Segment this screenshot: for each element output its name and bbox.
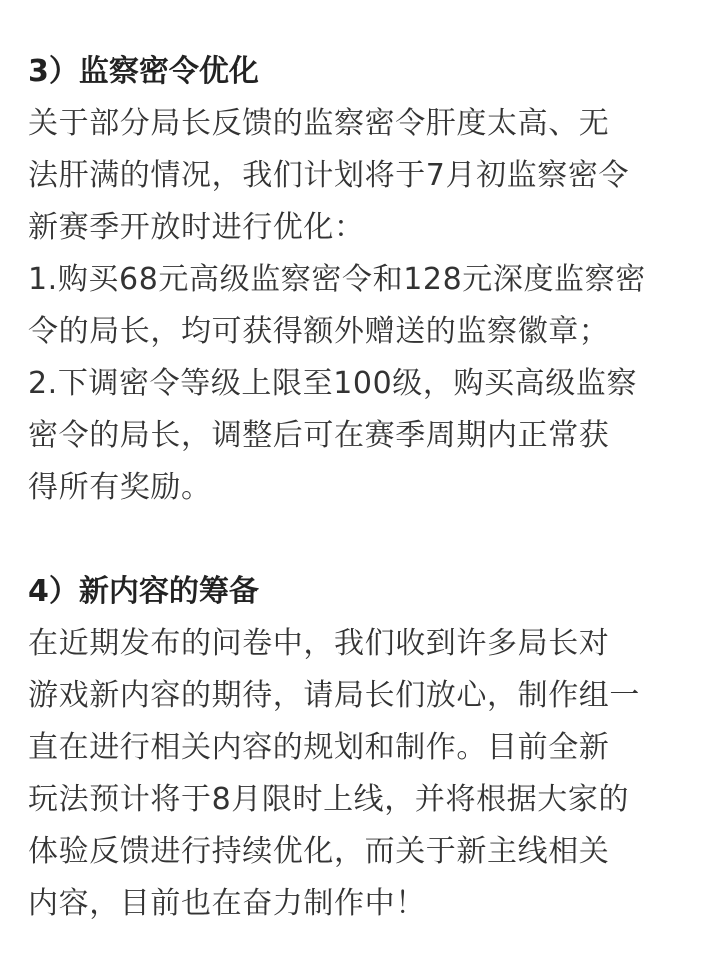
paragraph-line: 关于部分局长反馈的监察密令肝度太高、无 <box>28 106 610 141</box>
paragraph-line: 2.下调密令等级上限至100级，购买高级监察 <box>28 366 638 401</box>
paragraph-line: 玩法预计将于8月限时上线，并将根据大家的 <box>28 782 630 817</box>
paragraph-line: 密令的局长，调整后可在赛季周期内正常获 <box>28 418 610 453</box>
paragraph-line: 直在进行相关内容的规划和制作。目前全新 <box>28 730 610 765</box>
section-heading: 3）监察密令优化 <box>28 54 259 89</box>
article-body <box>28 46 700 930</box>
section-pass-optimization <box>28 46 700 514</box>
paragraph-line: 1.购买68元高级监察密令和128元深度监察密 <box>28 262 646 297</box>
section-new-content <box>28 566 700 930</box>
section-heading: 4）新内容的筹备 <box>28 574 259 609</box>
paragraph-line: 游戏新内容的期待，请局长们放心，制作组一 <box>28 678 640 713</box>
paragraph-line: 内容，目前也在奋力制作中！ <box>28 886 426 921</box>
paragraph-line: 法肝满的情况，我们计划将于7月初监察密令 <box>28 158 630 193</box>
paragraph-line: 体验反馈进行持续优化，而关于新主线相关 <box>28 834 610 869</box>
paragraph-line: 令的局长，均可获得额外赠送的监察徽章； <box>28 314 610 349</box>
paragraph-line: 在近期发布的问卷中，我们收到许多局长对 <box>28 626 610 661</box>
paragraph-line: 新赛季开放时进行优化： <box>28 210 365 245</box>
paragraph-line: 得所有奖励。 <box>28 470 212 505</box>
